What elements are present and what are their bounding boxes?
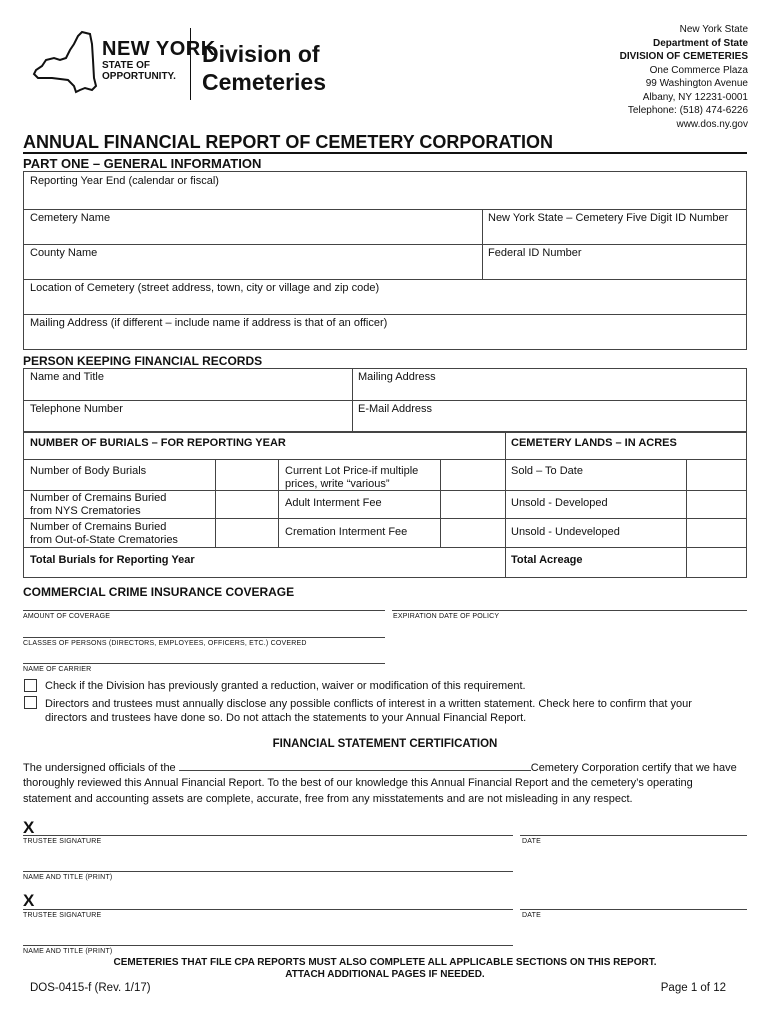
logo-opportunity: OPPORTUNITY. (102, 71, 176, 82)
county-name-field[interactable]: County Name (30, 247, 98, 259)
date-line-1[interactable] (520, 835, 747, 836)
part-one-heading: PART ONE – GENERAL INFORMATION (23, 156, 262, 171)
certification-heading: FINANCIAL STATEMENT CERTIFICATION (272, 738, 498, 750)
person-mailing-field[interactable]: Mailing Address (358, 371, 436, 383)
address-line: New York State (679, 24, 748, 35)
address-line: Department of State (652, 37, 748, 49)
carrier-name-line[interactable] (23, 663, 385, 664)
total-burials-field[interactable]: Total Burials for Reporting Year (30, 554, 195, 566)
ny-state-logo (30, 28, 340, 108)
trustee-signature-label-2: TRUSTEE SIGNATURE (23, 912, 102, 919)
conflict-disclosure-line2: directors and trustees have done so. Do not attach the statements to your Annual Financial Report. (45, 712, 527, 724)
total-acreage-field[interactable]: Total Acreage (511, 554, 583, 566)
cremains-out-line1: Number of Cremains Buried (30, 521, 167, 533)
reporting-year-field[interactable]: Reporting Year End (calendar or fiscal) (30, 175, 219, 187)
conflict-disclosure-line1: Directors and trustees must annually disclose any possible conflicts of interest in a written statement. Check here to confirm that your (45, 698, 692, 710)
cremation-fee-field[interactable]: Cremation Interment Fee (285, 526, 408, 538)
cpa-note-line1: CEMETERIES THAT FILE CPA REPORTS MUST ALSO COMPLETE ALL APPLICABLE SECTIONS ON THIS REPORT. (113, 957, 657, 968)
certification-line1b: Cemetery Corporation certify that we have (530, 762, 737, 774)
lot-price-line1: Current Lot Price-if multiple (285, 465, 419, 477)
name-title-label-2: NAME AND TITLE (PRINT) (23, 948, 113, 955)
telephone-field[interactable]: Telephone Number (30, 403, 123, 415)
date-line-2[interactable] (520, 909, 747, 910)
trustee-signature-line-2[interactable] (23, 909, 513, 910)
lot-price-field[interactable] (285, 465, 418, 491)
address-line: Albany, NY 12231-0001 (642, 91, 748, 103)
address-line: One Commerce Plaza (649, 64, 748, 76)
signature-x-mark-2: X (23, 891, 35, 910)
waiver-checkbox[interactable] (24, 679, 37, 692)
carrier-name-label: NAME OF CARRIER (23, 666, 92, 673)
cremains-out-line2: from Out-of-State Crematories (30, 534, 178, 546)
classes-covered-label: CLASSES OF PERSONS (DIRECTORS, EMPLOYEES, OFFICERS, ETC.) COVERED (23, 640, 307, 647)
burials-heading: NUMBER OF BURIALS – FOR REPORTING YEAR (30, 437, 286, 449)
cremains-out-field[interactable] (30, 521, 178, 547)
name-title-line-1[interactable] (23, 871, 513, 872)
crime-insurance-heading: COMMERCIAL CRIME INSURANCE COVERAGE (23, 585, 295, 599)
trustee-signature-label-1: TRUSTEE SIGNATURE (23, 838, 102, 845)
sold-acres-field[interactable]: Sold – To Date (511, 465, 583, 477)
location-field[interactable]: Location of Cemetery (street address, town, city or village and zip code) (30, 282, 380, 294)
expiration-date-line[interactable] (392, 610, 747, 611)
lot-price-line2: prices, write “various” (285, 478, 390, 490)
cpa-note-line2: ATTACH ADDITIONAL PAGES IF NEEDED. (285, 969, 485, 980)
certification-line1a: The undersigned officials of the (23, 762, 176, 774)
cpa-note (0, 957, 770, 981)
unsold-developed-field[interactable]: Unsold - Developed (511, 497, 608, 509)
logo-division-of: Division of (202, 41, 320, 67)
body-burials-field[interactable]: Number of Body Burials (30, 465, 147, 477)
name-title-line-2[interactable] (23, 945, 513, 946)
trustee-signature-line-1[interactable] (23, 835, 513, 836)
cemetery-name-field[interactable]: Cemetery Name (30, 212, 111, 224)
certification-line3: statement and accounting assets are complete, accurate, free from any misstatements and are not misleading in any respect. (23, 793, 633, 805)
amount-coverage-line[interactable] (23, 610, 385, 611)
expiration-date-label: EXPIRATION DATE OF POLICY (393, 613, 500, 620)
waiver-checkbox-label: Check if the Division has previously granted a reduction, waiver or modification of this requirement. (45, 680, 526, 692)
ny-state-map-icon (30, 30, 100, 102)
certification-line2: thoroughly reviewed this Annual Financial Report. To the best of our knowledge this Annual Financial Report and the cemetery’s operating (23, 777, 693, 789)
address-line: www.dos.ny.gov (676, 118, 748, 130)
date-label-2: DATE (522, 912, 541, 919)
name-title-label-1: NAME AND TITLE (PRINT) (23, 874, 113, 881)
name-title-field[interactable]: Name and Title (30, 371, 104, 383)
mailing-address-field[interactable]: Mailing Address (if different – include name if address is that of an officer) (30, 317, 388, 329)
email-field[interactable]: E-Mail Address (358, 403, 432, 415)
certification-text (23, 759, 753, 807)
conflict-disclosure-checkbox[interactable] (24, 696, 37, 709)
date-label-1: DATE (522, 838, 541, 845)
logo-new-york: NEW YORK (102, 38, 216, 60)
cremains-nys-field[interactable] (30, 492, 166, 518)
cemetery-corporation-name-blank[interactable] (179, 759, 531, 771)
cremains-nys-line2: from NYS Crematories (30, 505, 141, 517)
address-line: DIVISION OF CEMETERIES (619, 51, 748, 62)
unsold-undeveloped-field[interactable]: Unsold - Undeveloped (511, 526, 620, 538)
lands-heading: CEMETERY LANDS – IN ACRES (511, 437, 677, 449)
signature-x-mark-1: X (23, 818, 35, 837)
adult-fee-field[interactable]: Adult Interment Fee (285, 497, 382, 509)
federal-id-field[interactable]: Federal ID Number (488, 247, 582, 259)
classes-covered-line[interactable] (23, 637, 385, 638)
amount-coverage-label: AMOUNT OF COVERAGE (23, 613, 111, 620)
cremains-nys-line1: Number of Cremains Buried (30, 492, 167, 504)
form-id: DOS-0415-f (Rev. 1/17) (30, 982, 151, 994)
department-address (620, 23, 748, 131)
conflict-disclosure-label (45, 697, 692, 725)
cemetery-id-field[interactable]: New York State – Cemetery Five Digit ID Number (488, 212, 729, 224)
person-records-heading: PERSON KEEPING FINANCIAL RECORDS (23, 354, 263, 368)
address-line: Telephone: (518) 474-6226 (627, 105, 748, 116)
address-line: 99 Washington Avenue (645, 78, 748, 89)
form-title: ANNUAL FINANCIAL REPORT OF CEMETERY CORPORATION (23, 132, 554, 152)
certification-line1 (23, 759, 753, 775)
logo-cemeteries: Cemeteries (202, 69, 327, 95)
logo-state-of: STATE OF (102, 60, 150, 71)
page-number: Page 1 of 12 (660, 982, 726, 994)
